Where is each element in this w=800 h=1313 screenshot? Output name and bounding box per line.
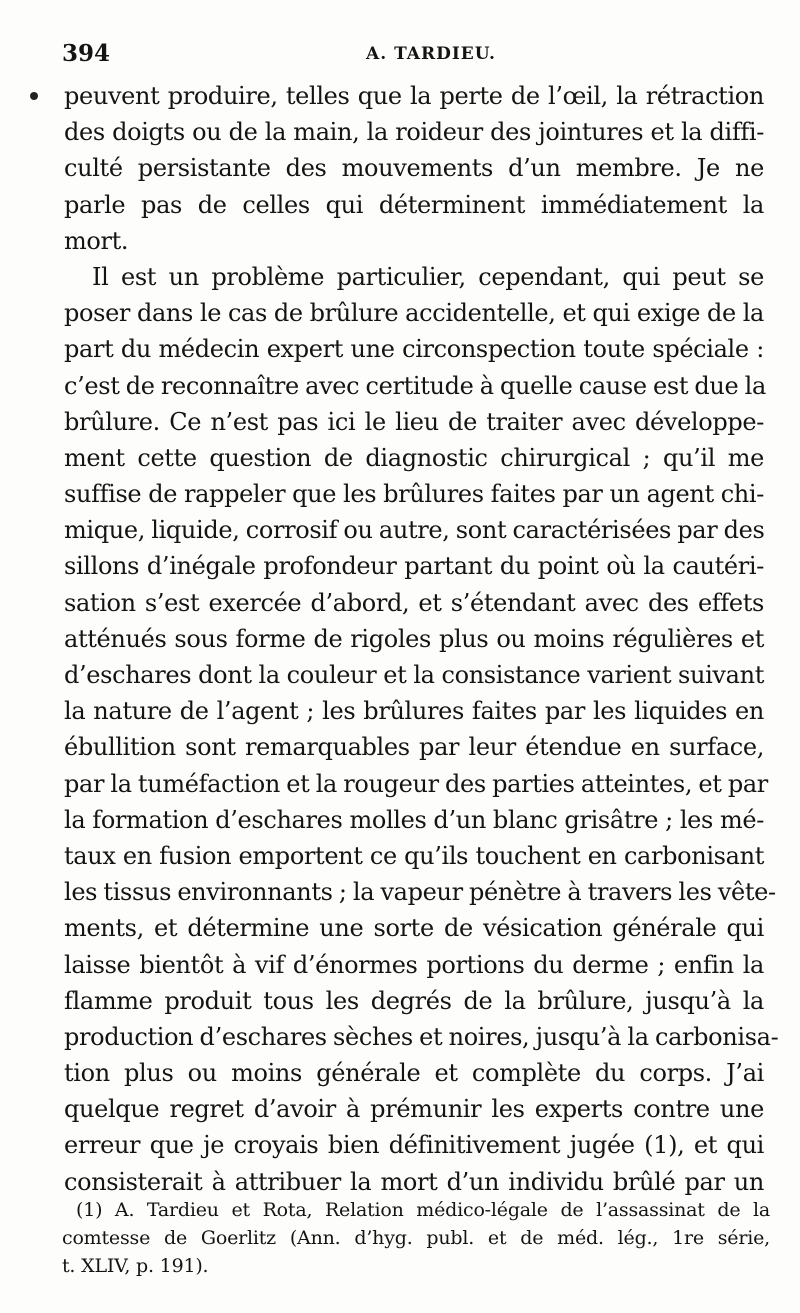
main-text: [64, 78, 779, 1200]
text-line: ébullition sont remarquables par leur étendue en surface,: [64, 733, 764, 762]
text-line: sation s’est exercée d’abord, et s’étendant avec des effets: [64, 588, 764, 617]
text-line: culté persistante des mouvements d’un membre. Je ne: [64, 154, 764, 183]
page-header: [62, 40, 760, 70]
text-line: Il est un problème particulier, cependant, qui peut se: [92, 262, 764, 291]
text-line: d’eschares dont la couleur et la consistance varient suivant: [64, 661, 764, 689]
text-line: c’est de reconnaître avec certitude à quelle cause est due la: [64, 371, 766, 400]
text-line: production d’eschares sèches et noires, jusqu’à la carbonisa-: [64, 1022, 779, 1051]
text-line: sillons d’inégale profondeur partant du point où la cautéri-: [64, 552, 764, 581]
footnote-line: (1) A. Tardieu et Rota, Relation médico-légale de l’assassinat de la: [76, 1199, 770, 1221]
text-line: quelque regret d’avoir à prémunir les experts contre une: [64, 1095, 764, 1124]
text-line: laisse bientôt à vif d’énormes portions du derme ; enfin la: [64, 950, 764, 979]
text-line: des doigts ou de la main, la roideur des jointures et la diffi-: [64, 118, 764, 147]
footnote: [62, 1196, 770, 1280]
text-line: consisterait à attribuer la mort d’un individu brûlé par un: [64, 1167, 764, 1196]
text-line: peuvent produire, telles que la perte de l’œil, la rétraction: [64, 82, 764, 110]
text-line: la nature de l’agent ; les brûlures faites par les liquides en: [64, 697, 764, 726]
text-line: part du médecin expert une circonspection toute spéciale :: [64, 335, 764, 364]
page-number: 394: [62, 40, 111, 67]
text-line: mique, liquide, corrosif ou autre, sont caractérisées par des: [64, 516, 765, 545]
text-line: brûlure. Ce n’est pas ici le lieu de traiter avec développe-: [64, 407, 764, 436]
text-line: par la tuméfaction et la rougeur des parties atteintes, et par: [64, 769, 768, 798]
footnote-line: comtesse de Goerlitz (Ann. d’hyg. publ. et de méd. lég., 1re série,: [62, 1227, 770, 1249]
text-line: les tissus environnants ; la vapeur pénètre à travers les vête-: [64, 878, 776, 907]
text-line: taux en fusion emportent ce qu’ils touchent en carbonisant: [64, 841, 764, 870]
footnote-line: t. XLIV, p. 191).: [62, 1255, 209, 1277]
text-line: tion plus ou moins générale et complète du corps. J’ai: [64, 1059, 764, 1088]
running-head: A. TARDIEU.: [366, 44, 496, 64]
text-line: erreur que je croyais bien définitivement jugée (1), et qui: [64, 1131, 764, 1160]
paragraph-1: [64, 78, 764, 259]
margin-mark-dot: [30, 92, 38, 100]
text-line: ment cette question de diagnostic chirurgical ; qu’il me: [64, 443, 764, 472]
text-line: la formation d’eschares molles d’un blanc grisâtre ; les mé-: [64, 805, 764, 834]
text-line: poser dans le cas de brûlure accidentelle, et qui exige de la: [64, 299, 764, 328]
paragraph-2: [64, 259, 779, 1200]
text-line: ments, et détermine une sorte de vésication générale qui: [64, 914, 764, 943]
text-line: parle pas de celles qui déterminent immédiatement la: [64, 190, 764, 219]
text-line: flamme produit tous les degrés de la brûlure, jusqu’à la: [64, 986, 764, 1015]
text-line: mort.: [64, 226, 129, 255]
text-line: suffise de rappeler que les brûlures faites par un agent chi-: [64, 480, 764, 509]
text-line: atténués sous forme de rigoles plus ou moins régulières et: [64, 624, 764, 653]
